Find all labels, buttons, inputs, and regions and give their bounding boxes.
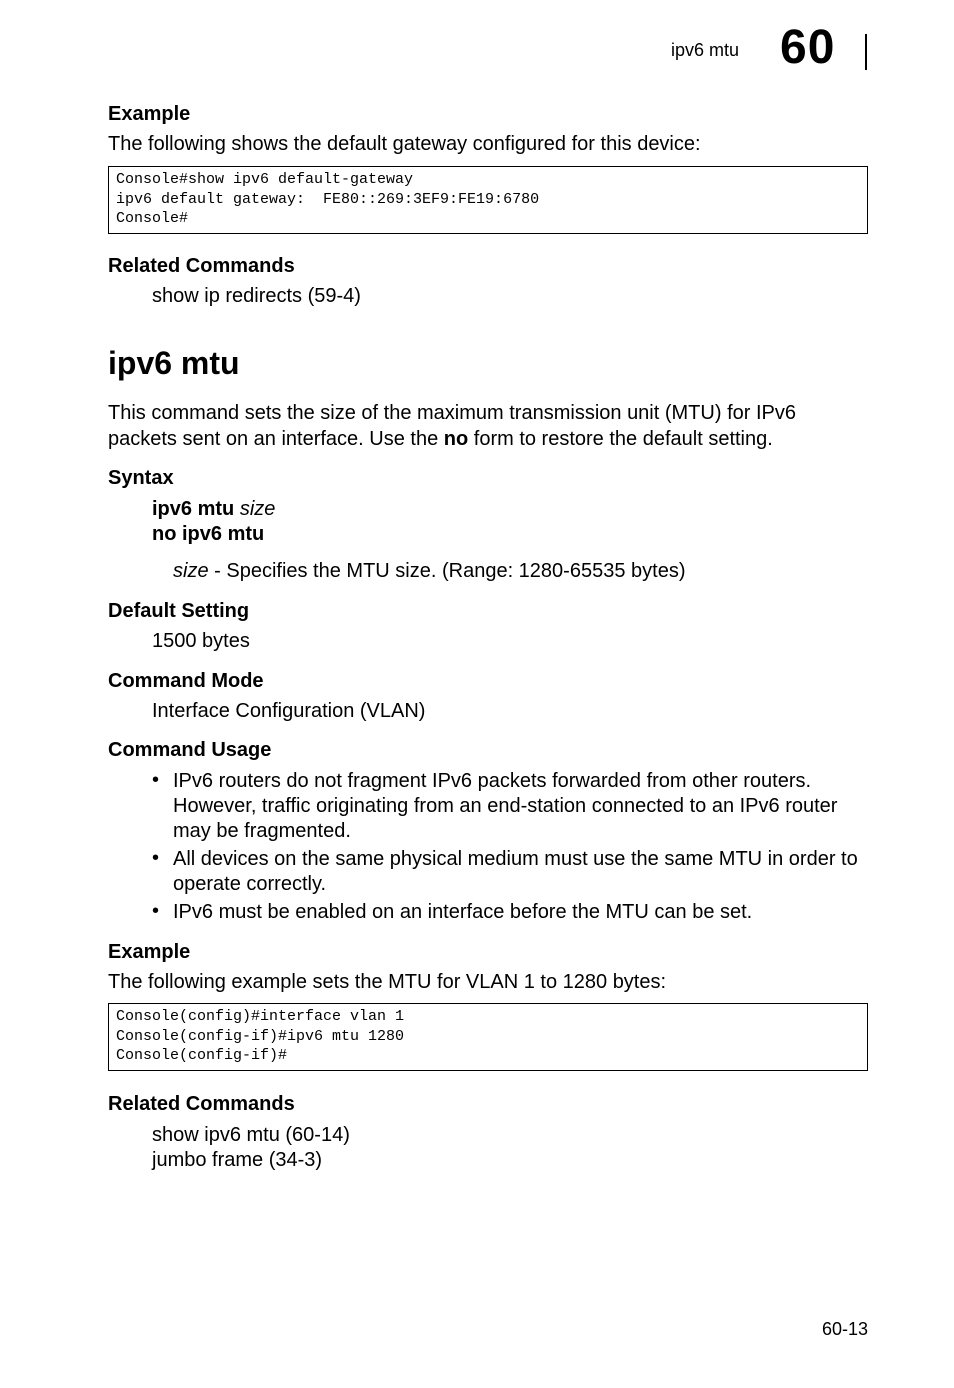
usage-line: However, traffic originating from an end-station connected to an IPv6 router	[173, 795, 838, 817]
code-line: Console#	[116, 210, 189, 227]
code-line: ipv6 default gateway: FE80::269:3EF9:FE19:6780	[116, 190, 540, 208]
default-value: 1500 bytes	[152, 630, 250, 652]
chapter-number: 60	[780, 21, 836, 74]
related-commands-heading: Related Commands	[108, 1093, 295, 1115]
code-line: Console(config-if)#ipv6 mtu 1280	[116, 1027, 405, 1045]
syntax-no-command: no ipv6 mtu	[152, 523, 265, 545]
related-commands-heading: Related Commands	[108, 255, 295, 277]
code-line: Console(config)#interface vlan 1	[116, 1008, 405, 1025]
default-setting-heading: Default Setting	[108, 600, 250, 622]
related-command: show ipv6 mtu (60-14)	[152, 1124, 350, 1146]
chapter-divider	[865, 34, 867, 70]
running-header: ipv6 mtu	[671, 40, 740, 60]
example-heading: Example	[108, 103, 191, 125]
bullet-marker: •	[152, 847, 160, 869]
usage-line: may be fragmented.	[173, 820, 351, 842]
code-block	[108, 1003, 868, 1071]
command-mode-value: Interface Configuration (VLAN)	[152, 700, 426, 722]
example-intro: The following shows the default gateway configured for this device:	[108, 133, 701, 155]
description-line: packets sent on an interface. Use the no form to restore the default setting.	[108, 428, 773, 450]
usage-line: IPv6 routers do not fragment IPv6 packets forwarded from other routers.	[173, 770, 812, 792]
usage-line: IPv6 must be enabled on an interface before the MTU can be set.	[173, 901, 753, 923]
bullet-marker: •	[152, 900, 160, 922]
example-intro: The following example sets the MTU for VLAN 1 to 1280 bytes:	[108, 971, 667, 993]
usage-line: operate correctly.	[173, 873, 327, 895]
keyword-no: no	[443, 428, 469, 450]
syntax-command: ipv6 mtu size	[152, 498, 276, 520]
page-number: 60-13	[822, 1319, 869, 1339]
code-block	[108, 166, 868, 234]
code-line: Console(config-if)#	[116, 1047, 288, 1064]
bullet-marker: •	[152, 769, 160, 791]
code-line: Console#show ipv6 default-gateway	[116, 171, 414, 188]
command-usage-heading: Command Usage	[108, 739, 272, 761]
usage-line: All devices on the same physical medium must use the same MTU in order to	[173, 848, 858, 870]
related-command: jumbo frame (34-3)	[152, 1149, 323, 1171]
parameter-description: size - Specifies the MTU size. (Range: 1280-65535 bytes)	[173, 560, 686, 582]
command-mode-heading: Command Mode	[108, 670, 264, 692]
syntax-heading: Syntax	[108, 467, 174, 489]
description-line: This command sets the size of the maximum transmission unit (MTU) for IPv6	[108, 402, 796, 424]
section-title: ipv6 mtu	[108, 345, 240, 381]
related-command: show ip redirects (59-4)	[152, 285, 361, 307]
example-heading: Example	[108, 941, 191, 963]
